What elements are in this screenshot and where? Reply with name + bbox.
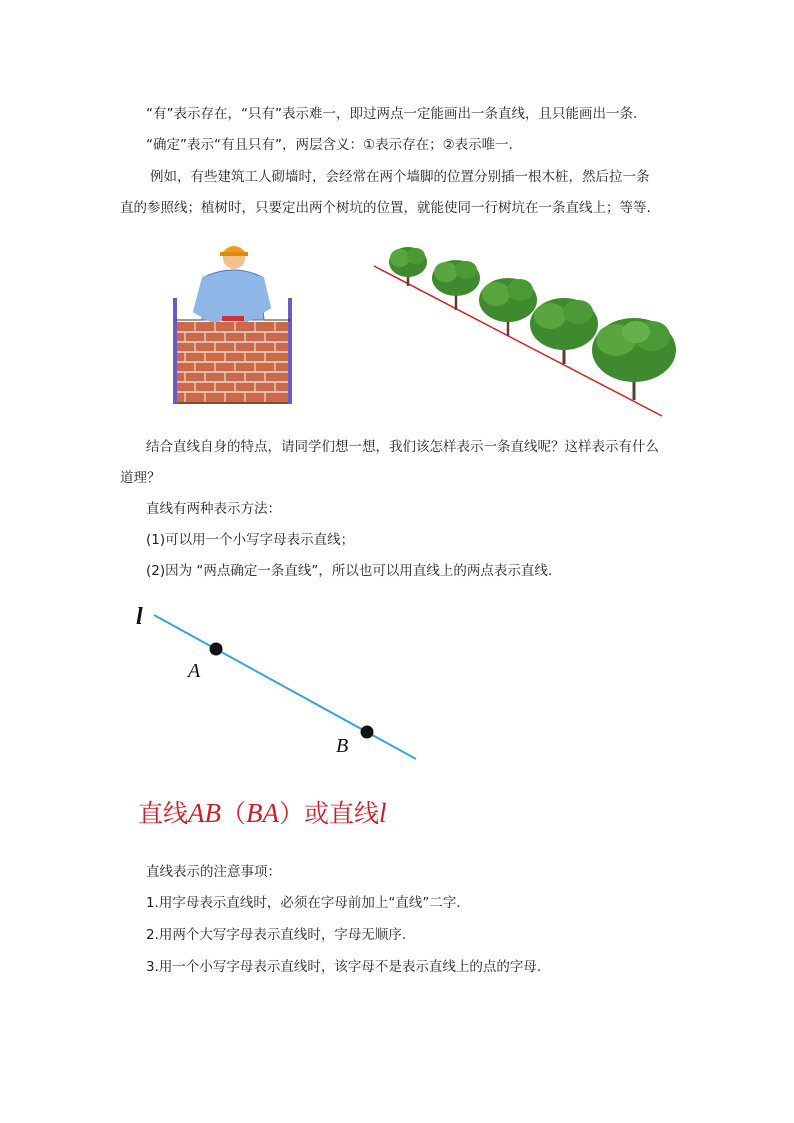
summary-part-1: 直线 — [138, 799, 189, 828]
tree-5 — [592, 318, 676, 400]
bricklayer-illustration — [173, 246, 292, 404]
point-b — [361, 726, 374, 739]
paragraph-1: “有”表示存在，“只有”表示难一，即过两点一定能画出一条直线，且只能画出一条. — [146, 106, 638, 122]
summary-ba: BA — [246, 798, 280, 828]
illustration-bricklayer-and-trees — [160, 236, 680, 420]
point-a — [210, 643, 223, 656]
notes-heading: 直线表示的注意事项： — [146, 864, 281, 880]
summary-l: l — [379, 798, 387, 828]
paragraph-5: 直线有两种表示方法： — [146, 501, 281, 517]
summary-part-5: ）或直线 — [279, 799, 380, 828]
line-ab-figure — [120, 595, 440, 775]
tree-4 — [530, 298, 598, 364]
paragraph-6: (1)可以用一个小写字母表示直线； — [146, 532, 355, 548]
paragraph-3-line-2: 直的参照线；植树时，只要定出两个树坑的位置，就能使同一行树坑在一条直线上；等等. — [120, 200, 651, 216]
note-item-3: 3.用一个小写字母表示直线时，该字母不是表示直线上的点的字母. — [146, 959, 542, 975]
trees-row-illustration — [374, 247, 676, 416]
paragraph-7: (2)因为 “两点确定一条直线”，所以也可以用直线上的两点表示直线. — [146, 563, 553, 579]
paragraph-4-line-2: 道理？ — [120, 470, 161, 486]
paragraph-4-line-1: 结合直线自身的特点，请同学们想一想，我们该怎样表示一条直线呢？这样表示有什么 — [146, 439, 659, 455]
summary-part-3: （ — [221, 799, 247, 828]
point-b-label: B — [336, 735, 349, 757]
note-item-2: 2.用两个大写字母表示直线时，字母无顺序. — [146, 927, 407, 943]
tree-3 — [479, 278, 537, 336]
paragraph-2: “确定”表示“有且只有”，两层含义：①表示存在；②表示唯一. — [146, 137, 513, 153]
line-l — [154, 615, 416, 759]
line-label-l: l — [136, 604, 143, 630]
tree-1 — [389, 247, 427, 286]
point-a-label: A — [188, 660, 201, 682]
tree-2 — [432, 260, 480, 310]
line-notation-summary — [138, 795, 387, 832]
note-item-1: 1.用字母表示直线时，必须在字母前加上“直线”二字. — [146, 895, 461, 911]
summary-ab: AB — [188, 798, 222, 828]
paragraph-3-line-1: 例如，有些建筑工人砌墙时，会经常在两个墙脚的位置分别插一根木桩，然后拉一条 — [150, 169, 650, 185]
